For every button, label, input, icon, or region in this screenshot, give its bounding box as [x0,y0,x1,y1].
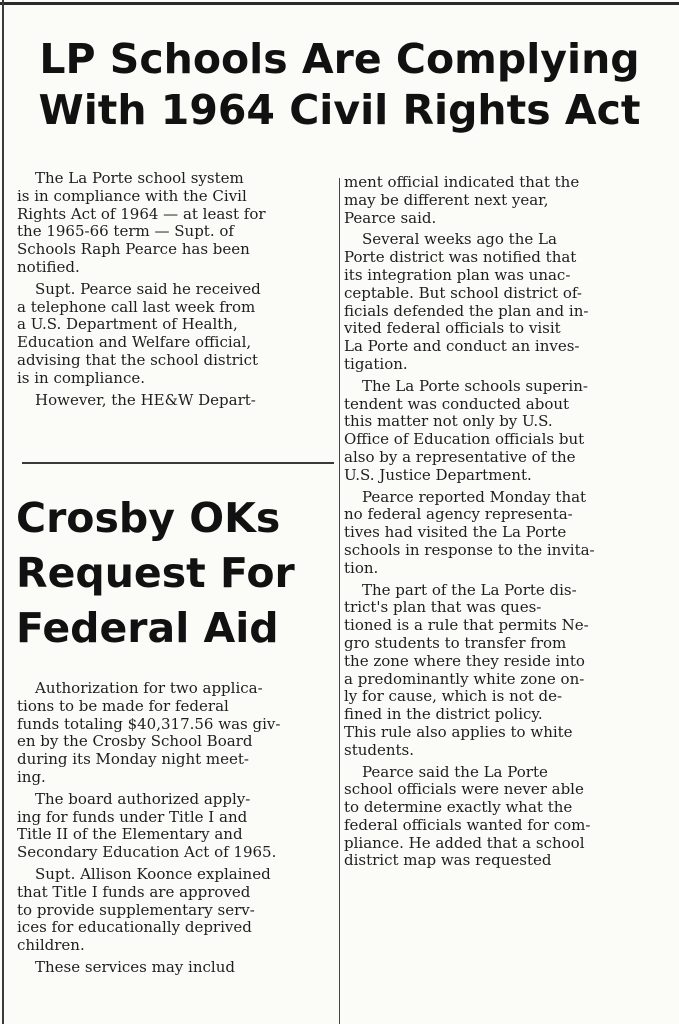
text-line: Pearce said the La Porte [362,762,548,781]
text-line: tigation. [344,354,408,373]
text-line: ices for educationally deprived [17,918,252,937]
paragraph [344,378,668,485]
paragraph [344,174,668,227]
text-line: to provide supplementary serv- [17,900,255,919]
text-line: the zone where they reside into [344,651,585,670]
text-line: The La Porte school system [35,169,244,187]
paragraph [17,959,335,977]
article1-left-column [17,170,335,413]
text-line: ficials defended the plan and in- [344,301,589,320]
text-line: also by a representative of the [344,447,576,466]
text-line: vited federal officials to visit [344,319,561,338]
text-line: fined in the district policy. [344,705,543,724]
text-line: advising that the school district [17,350,259,369]
text-line: Pearce reported Monday that [362,487,587,506]
text-line: ing for funds under Title I and [17,807,248,826]
text-line: federal officials wanted for com- [344,815,591,834]
paragraph [344,489,668,578]
text-line: its integration plan was unac- [344,265,571,284]
article2-body [17,680,335,981]
text-line: a telephone call last week from [17,297,256,316]
article1-right-column [344,174,668,874]
text-line: La Porte and conduct an inves- [344,337,580,356]
text-line: district map was requested [344,851,552,870]
paragraph [17,866,335,955]
text-line: during its Monday night meet- [17,750,249,769]
headline-lp-schools [0,34,679,136]
text-line: to determine exactly what the [344,798,573,817]
paragraph [17,680,335,787]
text-line: is in compliance with the Civil [17,186,247,205]
text-line: These services may includ [35,957,235,976]
headline-crosby [16,491,336,656]
text-line: a predominantly white zone on- [344,669,585,688]
text-line: Several weeks ago the La [362,230,557,249]
text-line: school officials were never able [344,780,584,799]
text-line: may be different next year, [344,190,549,209]
text-line: en by the Crosby School Board [17,732,253,751]
text-line: However, the HE&W Depart- [35,390,256,409]
text-line: tives had visited the La Porte [344,523,567,542]
paragraph [344,231,668,373]
text-line: schools in response to the invita- [344,540,595,559]
text-line: this matter not only by U.S. [344,412,553,431]
text-line: notified. [17,257,80,276]
text-line: the 1965-66 term — Supt. of [17,222,234,241]
text-line: The part of the La Porte dis- [362,580,577,599]
text-line: The La Porte schools superin- [362,376,588,395]
paragraph [17,170,335,277]
text-line: gro students to transfer from [344,633,567,652]
text-line: Secondary Education Act of 1965. [17,843,277,862]
text-line: that Title I funds are approved [17,882,251,901]
headline-line: LP Schools Are Complying [39,35,640,83]
text-line: tion. [344,558,379,577]
text-line: ceptable. But school district of- [344,283,582,302]
text-line: The board authorized apply- [35,789,251,808]
text-line: students. [344,740,415,759]
text-line: pliance. He added that a school [344,833,585,852]
text-line: Authorization for two applica- [35,679,263,697]
text-line: Education and Welfare official, [17,333,252,352]
text-line: ing. [17,767,46,786]
left-border-rule [2,0,4,1024]
text-line: tions to be made for federal [17,696,229,715]
text-line: is in compliance. [17,368,145,387]
text-line: tendent was conducted about [344,394,570,413]
text-line: no federal agency representa- [344,505,573,524]
headline-line: Crosby OKs [16,494,281,542]
text-line: ment official indicated that the [344,173,580,191]
paragraph [344,582,668,760]
text-line: a U.S. Department of Health, [17,315,238,334]
headline-line: With 1964 Civil Rights Act [38,86,641,134]
text-line: ly for cause, which is not de- [344,687,563,706]
paragraph [344,764,668,871]
text-line: This rule also applies to white [344,722,573,741]
text-line: tioned is a rule that permits Ne- [344,616,589,635]
text-line: Rights Act of 1964 — at least for [17,204,266,223]
headline-line: Federal Aid [16,604,279,652]
article-divider [22,462,334,464]
column-divider [339,178,340,1024]
text-line: Porte district was notified that [344,248,577,267]
text-line: Supt. Pearce said he received [35,279,261,298]
text-line: Supt. Allison Koonce explained [35,864,271,883]
text-line: funds totaling $40,317.56 was giv- [17,714,281,733]
text-line: trict's plan that was ques- [344,598,542,617]
text-line: Office of Education officials but [344,430,585,449]
paragraph [17,791,335,862]
text-line: children. [17,936,85,955]
text-line: Title II of the Elementary and [17,825,243,844]
headline-line: Request For [16,549,295,597]
text-line: Pearce said. [344,208,437,227]
text-line: Schools Raph Pearce has been [17,240,250,259]
paragraph [17,392,335,410]
paragraph [17,281,335,388]
text-line: U.S. Justice Department. [344,465,532,484]
top-border-rule [0,2,679,5]
